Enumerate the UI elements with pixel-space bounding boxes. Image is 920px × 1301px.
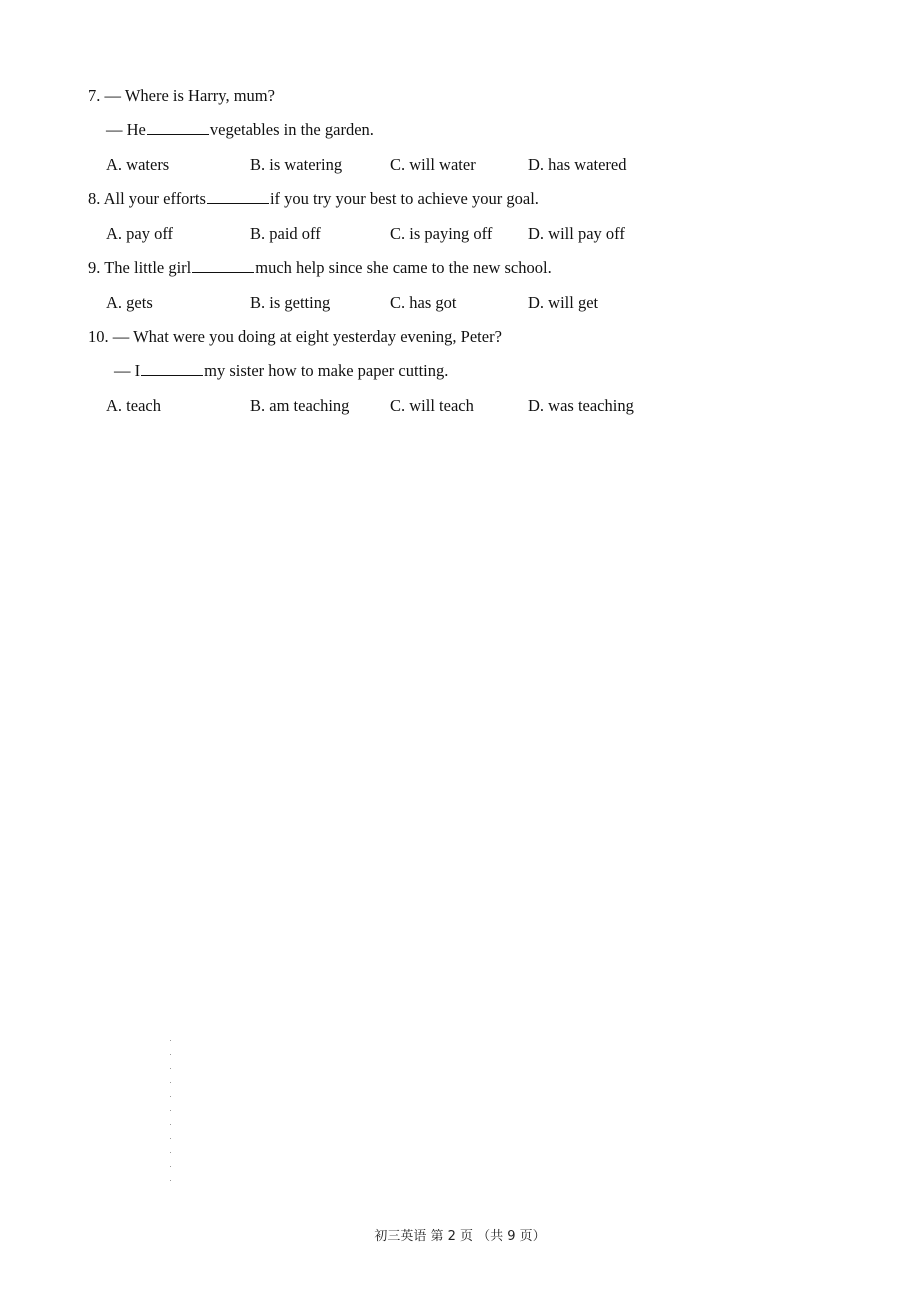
question-7-answer-prefix: — He bbox=[106, 120, 146, 139]
question-10-blank bbox=[141, 361, 203, 376]
question-9-stem bbox=[88, 258, 552, 278]
question-8-stem-prefix: 8. All your efforts bbox=[88, 189, 206, 208]
question-7-option-b: B. is watering bbox=[250, 155, 343, 174]
question-8-option-c: C. is paying off bbox=[390, 224, 493, 243]
question-9-option-c: C. has got bbox=[390, 293, 457, 312]
question-7-option-a: A. waters bbox=[106, 155, 170, 174]
question-9-option-d: D. will get bbox=[528, 293, 599, 312]
question-9-option-a: A. gets bbox=[106, 293, 153, 312]
question-10-option-b: B. am teaching bbox=[250, 396, 350, 415]
question-9-blank bbox=[192, 258, 254, 273]
question-8-stem bbox=[88, 189, 539, 209]
question-9-stem-suffix: much help since she came to the new school. bbox=[255, 258, 552, 277]
question-10-option-d: D. was teaching bbox=[528, 396, 634, 415]
question-7-answer-suffix: vegetables in the garden. bbox=[209, 120, 374, 139]
question-7-blank bbox=[147, 120, 209, 135]
question-7-option-d: D. has watered bbox=[528, 155, 627, 174]
question-7-stem: 7. — Where is Harry, mum? bbox=[88, 86, 275, 105]
question-8-option-b: B. paid off bbox=[250, 224, 321, 243]
question-8-blank bbox=[207, 189, 269, 204]
question-8-option-d: D. will pay off bbox=[528, 224, 625, 243]
question-10-answer-line bbox=[114, 361, 448, 381]
question-10-option-a: A. teach bbox=[106, 396, 161, 415]
page-footer: 初三英语 第 2 页 （共 9 页） bbox=[374, 1229, 546, 1244]
question-10-answer-suffix: my sister how to make paper cutting. bbox=[204, 361, 449, 380]
question-9-stem-prefix: 9. The little girl bbox=[88, 258, 192, 277]
question-7-option-c: C. will water bbox=[390, 155, 476, 174]
binding-dotted-line bbox=[170, 1040, 172, 1200]
question-8-option-a: A. pay off bbox=[106, 224, 174, 243]
question-10-option-c: C. will teach bbox=[390, 396, 474, 415]
question-10-answer-prefix: — I bbox=[114, 361, 141, 380]
question-7-answer-line bbox=[106, 120, 374, 140]
question-8-stem-suffix: if you try your best to achieve your goal. bbox=[269, 189, 539, 208]
question-10-stem: 10. — What were you doing at eight yesterday evening, Peter? bbox=[88, 327, 502, 346]
question-9-option-b: B. is getting bbox=[250, 293, 331, 312]
